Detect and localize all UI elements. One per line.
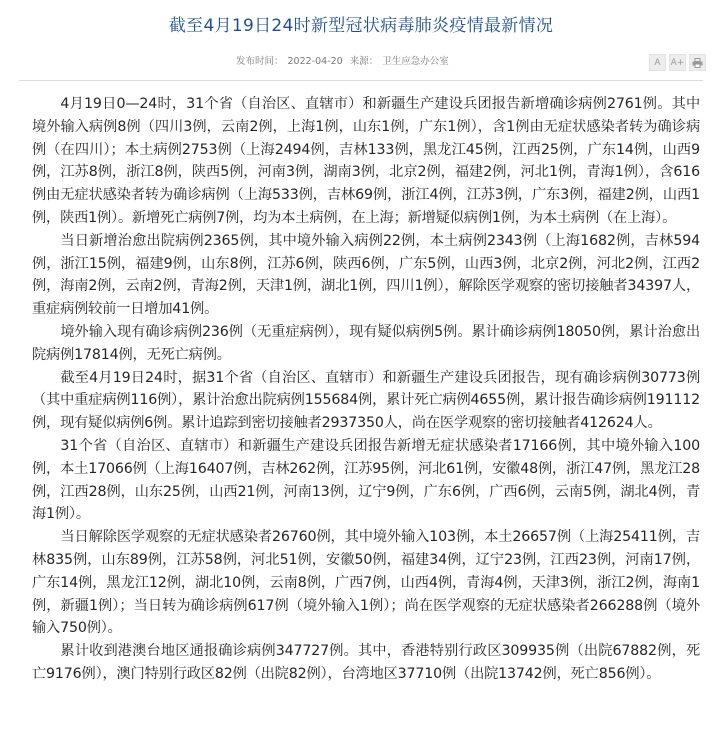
font-decrease-button[interactable]: [649, 54, 666, 71]
publish-date-label: 发布时间：: [236, 56, 284, 67]
font-increase-button[interactable]: [669, 54, 686, 71]
article-title: 截至4月19日24时新型冠状病毒肺炎疫情最新情况: [168, 16, 554, 36]
article-meta: [236, 56, 453, 68]
paragraph: 当日新增治愈出院病例2365例，其中境外输入病例22例，本土病例2343例（上海1682例，吉林594例，浙江15例，福建9例，山东8例，江苏6例，陕西6例，广东5例，山西3例，北京2例，河北2例，江西2例，海南2例，云南2例，青海2例，天津1例，湖北1例，四川1例），解除医学观察的密切接触者34397人，重症病例较前一日增加41例。: [32, 232, 700, 318]
paragraph: 截至4月19日24时，据31个省（自治区、直辖市）和新疆生产建设兵团报告，现有确诊病例30773例（其中重症病例116例），累计治愈出院病例155684例，累计死亡病例4655例，累计报告确诊病例191112例，现有疑似病例6例。累计追踪到密切接触者2937350人，尚在医学观察的密切接触者412624人。: [32, 369, 700, 432]
article-tools: [649, 54, 706, 71]
header-divider: [19, 80, 703, 81]
font-increase-icon: A+: [670, 57, 685, 68]
paragraph: 4月19日0—24时，31个省（自治区、直辖市）和新疆生产建设兵团报告新增确诊病例2761例。其中境外输入病例8例（四川3例，云南2例，上海1例，山东1例，广东1例），含1例由无症状感染者转为确诊病例（在四川）；本土病例2753例（上海2494例，吉林133例，黑龙江45例，江西25例，广东14例，山西9例，江苏8例，浙江8例，陕西5例，河南3例，湖南3例，北京2例，福建2例，河北1例，青海1例），含616例由无症状感染者转为确诊病例（上海533例，吉林69例，浙江4例，江苏3例，广东3例，福建2例，山西1例，陕西1例）。新增死亡病例7例，均为本土病例，在上海；新增疑似病例1例，为本土病例（在上海）。: [32, 96, 700, 226]
paragraph: 当日解除医学观察的无症状感染者26760例，其中境外输入103例，本土26657例（上海25411例，吉林835例，山东89例，江苏58例，河北51例，安徽50例，福建34例，辽宁23例，江西23例，河南17例，广东14例，黑龙江12例，湖北10例，云南8例，广西7例，山西4例，青海4例，天津3例，浙江2例，海南1例，新疆1例）；当日转为确诊病例617例（境外输入1例）；尚在医学观察的无症状感染者266288例（境外输入750例）。: [32, 529, 700, 637]
paragraph: 境外输入现有确诊病例236例（无重症病例），现有疑似病例5例。累计确诊病例18050例，累计治愈出院病例17814例，无死亡病例。: [32, 323, 700, 363]
paragraph: 累计收到港澳台地区通报确诊病例347727例。其中，香港特别行政区309935例（出院67882例，死亡9176例），澳门特别行政区82例（出院82例），台湾地区37710例（出院13742例，死亡856例）。: [32, 643, 700, 682]
paragraph: 31个省（自治区、直辖市）和新疆生产建设兵团报告新增无症状感染者17166例，其中境外输入100例，本土17066例（上海16407例，吉林262例，江苏95例，河北61例，安徽48例，浙江47例，黑龙江28例，江西28例，山东25例，山西21例，河南13例，辽宁9例，广东6例，广西6例，云南5例，湖北4例，青海1例）。: [32, 437, 700, 523]
source-label: 来源：: [349, 56, 379, 67]
source-name: 卫生应急办公室: [382, 56, 449, 67]
printer-icon: [692, 58, 703, 68]
print-button[interactable]: [689, 54, 706, 71]
font-decrease-icon: A: [654, 57, 661, 68]
article-body: [32, 93, 700, 686]
publish-date: 2022-04-20: [287, 56, 343, 67]
